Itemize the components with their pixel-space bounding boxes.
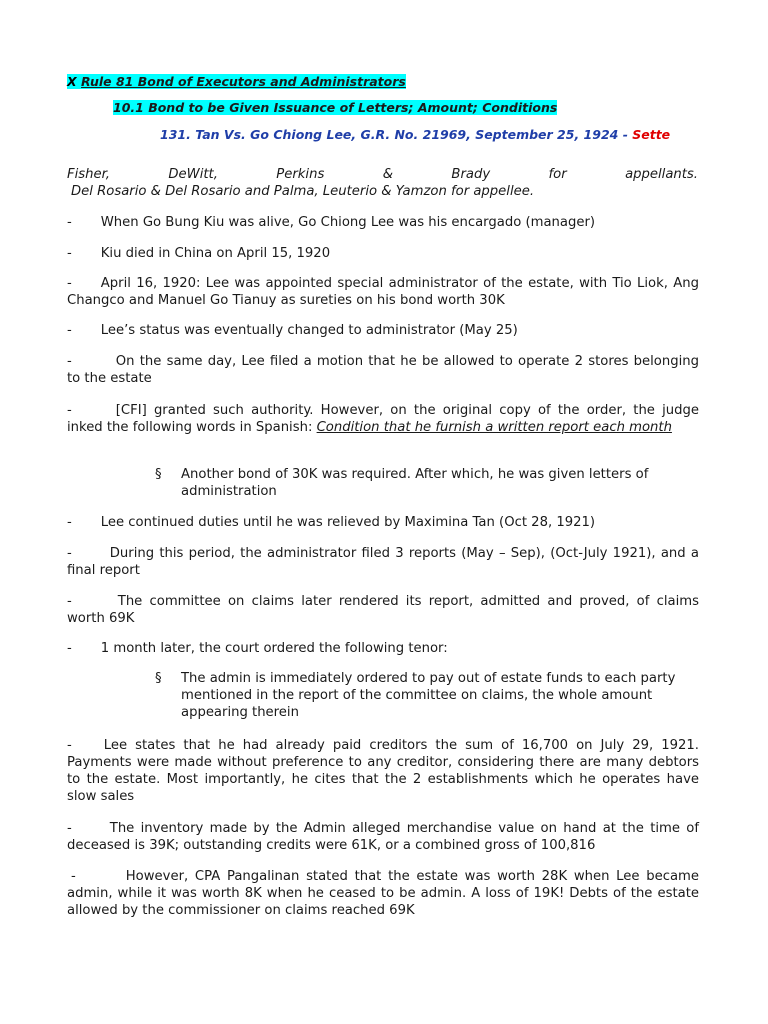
dash-marker: - [67,594,72,609]
dash-marker: - [67,246,72,261]
dash-marker: - [67,215,72,230]
counsel-word: DeWitt, [168,167,218,182]
dash-marker: - [67,354,72,369]
bullet-text: The admin is immediately ordered to pay out of estate funds to each party mentioned in the report of the committee on claims, the whole amount appearing therein [181,671,676,720]
dash-marker: - [67,546,72,561]
counsel-word: appellants. [625,167,698,182]
paragraph [67,545,699,579]
paragraph [67,353,699,387]
paragraph-text: The committee on claims later rendered its report, admitted and proved, of claims worth 69K [67,594,699,626]
paragraph [67,868,699,919]
bullet-text: Another bond of 30K was required. After which, he was given letters of administration [181,467,649,499]
paragraph-text: The inventory made by the Admin alleged merchandise value on hand at the time of deceased is 39K; outstanding credits were 61K, or a combined gross of 100,816 [67,821,699,853]
case-title: 131. Tan Vs. Go Chiong Lee, G.R. No. 21969, September 25, 1924 - [160,127,633,142]
counsel-word: Fisher, [67,167,110,182]
paragraph [67,214,699,231]
paragraph-text: Lee’s status was eventually changed to administrator (May 25) [100,323,518,338]
dash-marker: - [67,403,72,418]
section-title: 10.1 Bond to be Given Issuance of Letters; Amount; Conditions [113,100,558,115]
paragraph [67,275,699,309]
counsel-word: Brady [451,167,491,182]
counsel-line-2: Del Rosario & Del Rosario and Palma, Leuterio & Yamzon for appellee. [71,184,535,199]
bullet-item [155,670,700,721]
paragraph [67,737,699,805]
section-marker: § [155,671,162,686]
section-marker: § [155,467,162,482]
dash-marker: - [67,821,72,836]
counsel-word: for [548,167,567,182]
paragraph [67,593,699,627]
paragraph-text: Lee states that he had already paid creditors the sum of 16,700 on July 29, 1921. Payments were made without preference to any creditor, considering there are many debtors to the estate. Most importantly, he cites that the 2 establishments which he operates have slow sales [67,738,699,804]
paragraph [67,820,699,854]
paragraph-text: Kiu died in China on April 15, 1920 [100,246,331,261]
counsel-line-1 [67,166,698,183]
counsel-word: Perkins [276,167,325,182]
section-heading [113,100,557,115]
dash-marker: - [67,641,72,656]
paragraph-text: [CFI] granted such authority. However, on the original copy of the order, the judge inked the following words in Spanish: [67,403,699,435]
rule-title: Rule 81 Bond of Executors and Administrators [81,74,406,89]
paragraph [67,514,699,531]
paragraph-text: When Go Bung Kiu was alive, Go Chiong Lee was his encargado (manager) [100,215,596,230]
dash-marker: - [71,869,76,884]
bullet-item [155,466,700,500]
dash-marker: - [67,276,72,291]
paragraph [67,402,699,436]
paragraph [67,245,699,262]
paragraph [67,322,699,339]
underlined-condition: Condition that he furnish a written report each month [316,420,672,435]
paragraph [67,640,699,657]
rule-marker: X [67,74,77,89]
paragraph-text: April 16, 1920: Lee was appointed special administrator of the estate, with Tio Liok, Ang Changco and Manuel Go Tianuy as sureties on his bond worth 30K [67,276,699,308]
dash-marker: - [67,515,72,530]
paragraph-text: However, CPA Pangalinan stated that the estate was worth 28K when Lee became admin, while it was worth 8K when he ceased to be admin. A loss of 19K! Debts of the estate allowed by the commissioner on claims reached 69K [67,869,699,918]
counsel-word: & [382,167,394,182]
dash-marker: - [67,323,72,338]
rule-heading [67,74,406,89]
dash-marker: - [67,738,72,753]
paragraph-text: On the same day, Lee filed a motion that he be allowed to operate 2 stores belonging to the estate [67,354,699,386]
case-author: Sette [632,127,671,142]
paragraph-text: 1 month later, the court ordered the following tenor: [100,641,448,656]
paragraph-text: Lee continued duties until he was relieved by Maximina Tan (Oct 28, 1921) [100,515,596,530]
case-heading [160,127,670,142]
counsel-block [67,166,698,200]
paragraph-text: During this period, the administrator filed 3 reports (May – Sep), (Oct-July 1921), and a final report [67,546,699,578]
